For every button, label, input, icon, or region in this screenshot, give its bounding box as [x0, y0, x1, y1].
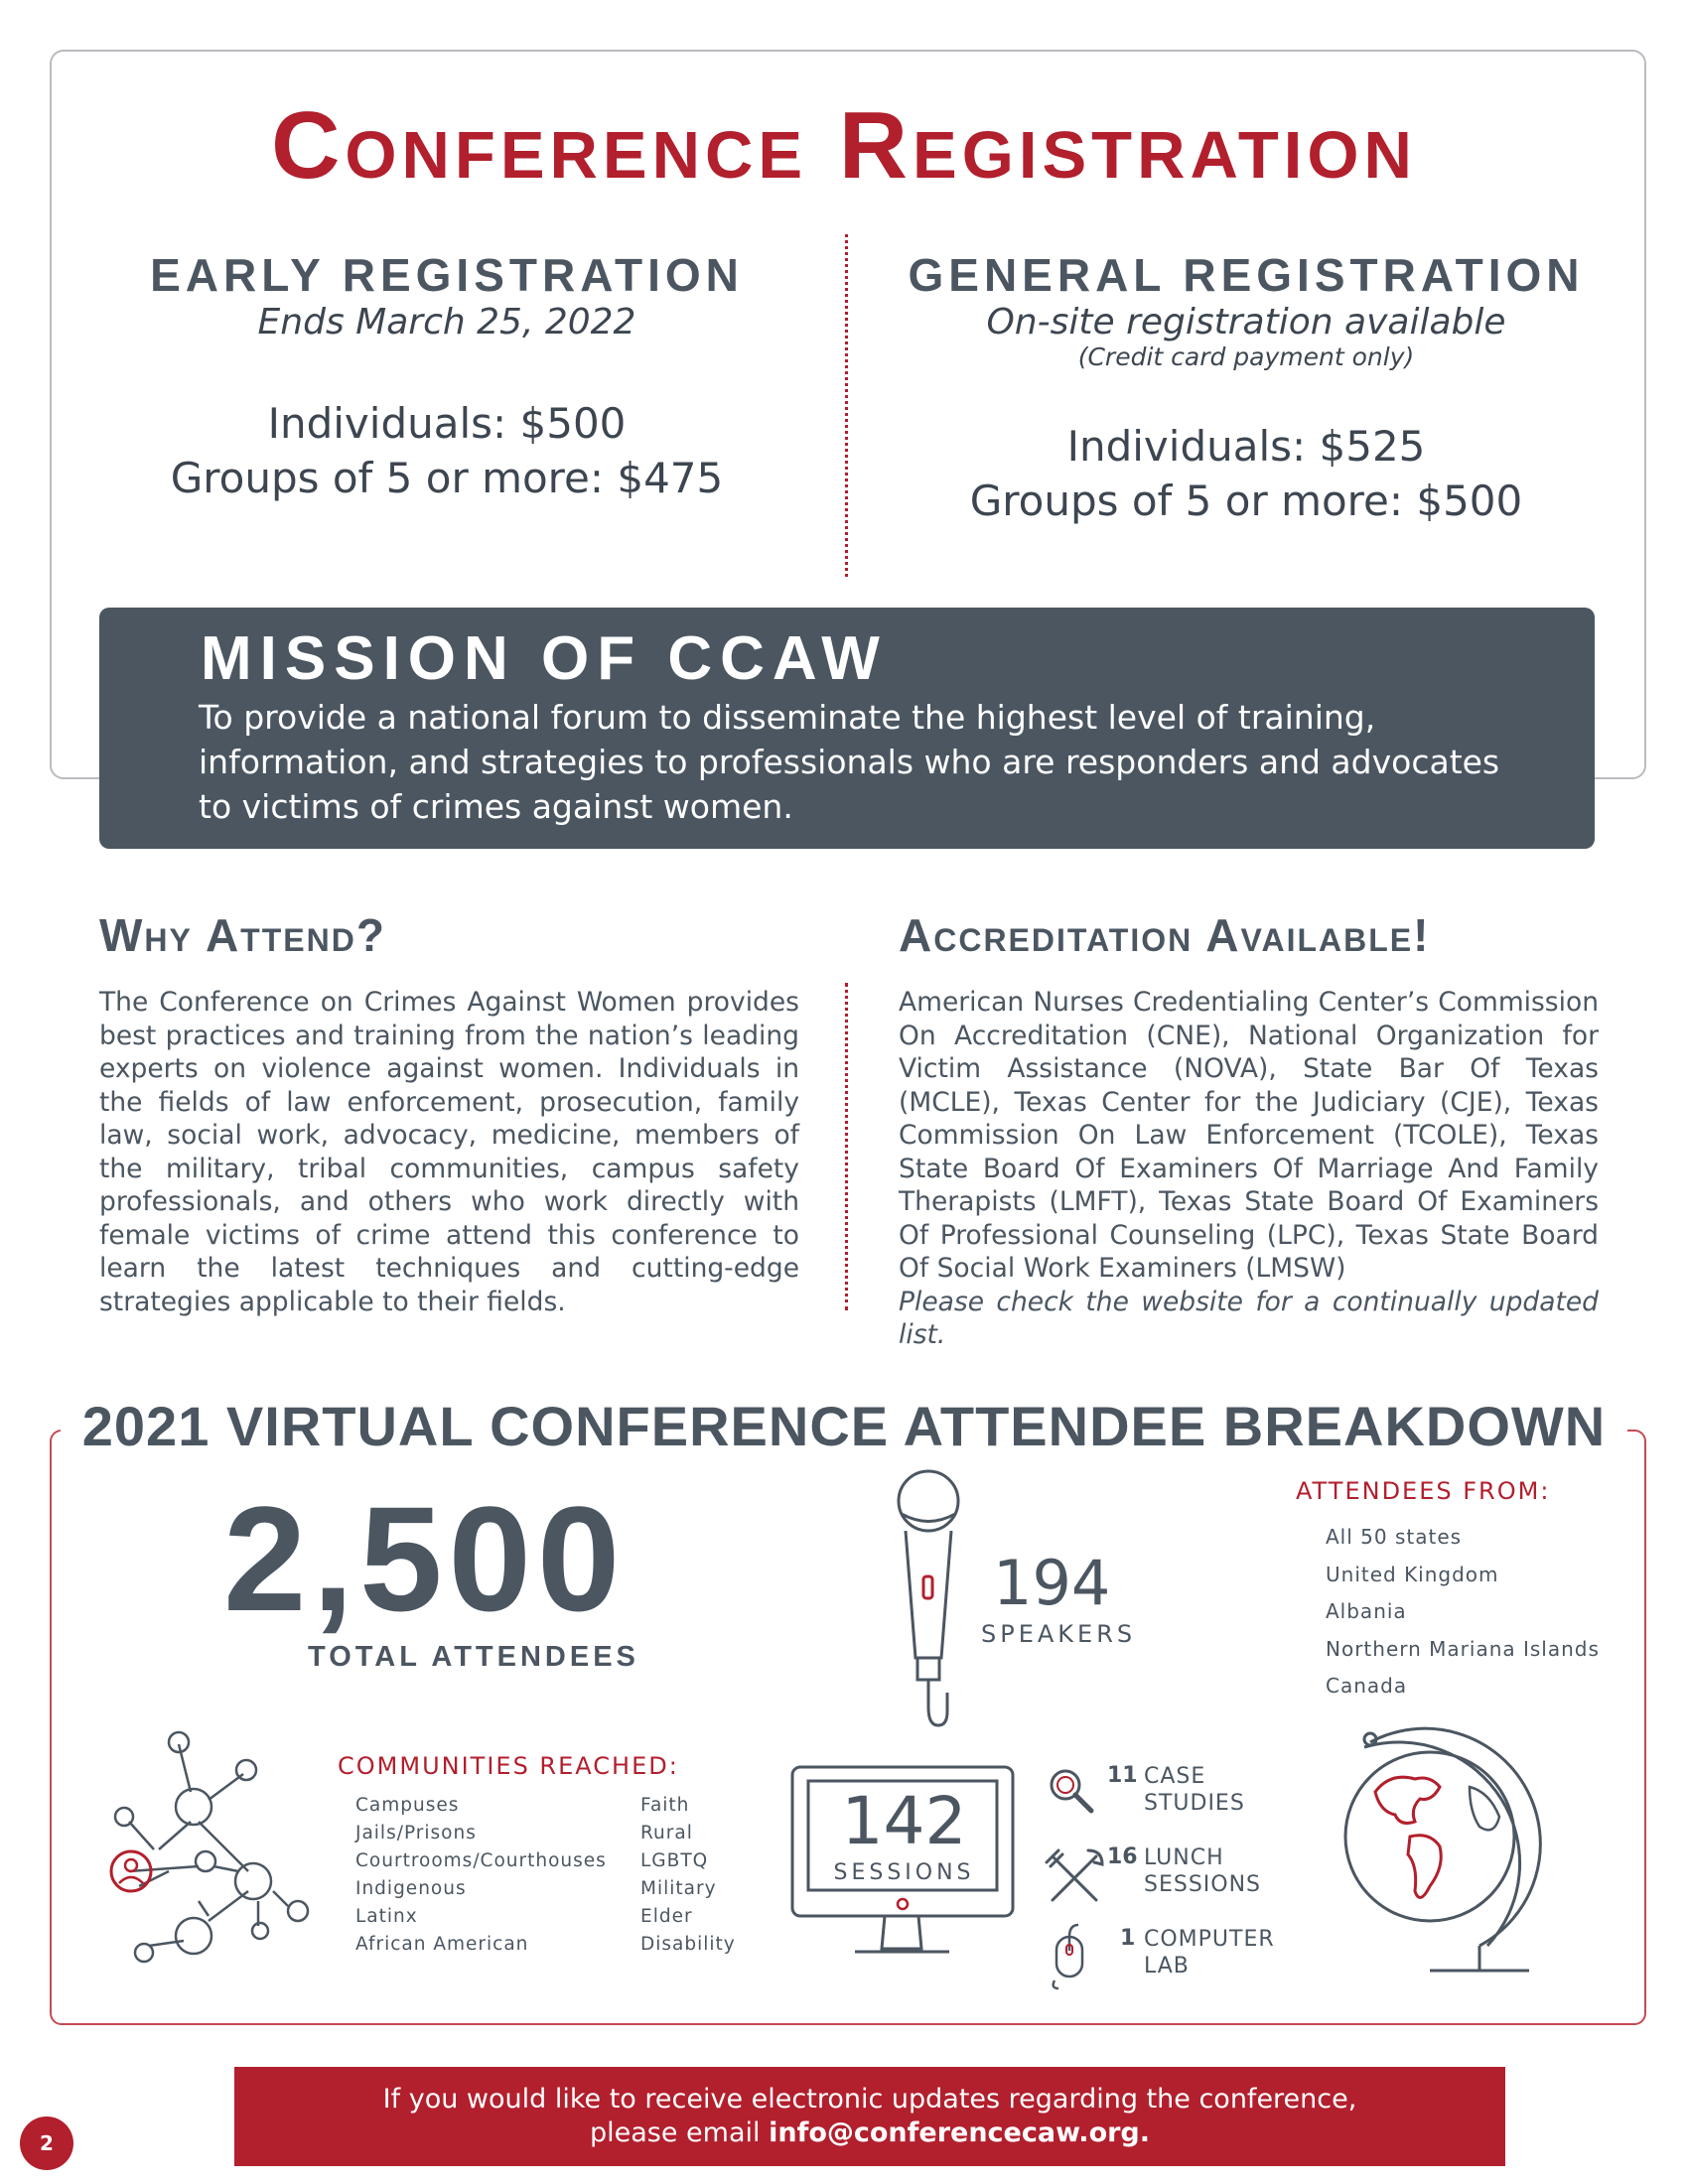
accreditation-heading: Accreditation Available!: [899, 909, 1431, 961]
list-item: Campuses: [355, 1795, 460, 1816]
list-item: Elder: [640, 1906, 693, 1927]
accreditation-list: American Nurses Credentialing Center’s Commission On Accreditation (CNE), National Organization for Victim Assistance (NOVA), State Bar Of Texas (MCLE), Texas Center for the Judiciary (CJE), Texas Commission On Law Enforcement (TCOLE), Texas State Board Of Examiners Of Marriage And Family Therapists (LMFT), Texas State Board Of Examiners Of Professional Counseling (LPC), Texas State Board Of Social Work Examiners (LMSW): [899, 987, 1599, 1284]
accreditation-text: [899, 986, 1599, 1352]
communities-list-b: [640, 1792, 736, 1959]
section-divider: [845, 983, 848, 1310]
speakers-label: SPEAKERS: [981, 1620, 1137, 1648]
total-attendees-label: TOTAL ATTENDEES: [308, 1641, 639, 1673]
communities-heading: COMMUNITIES REACHED:: [338, 1752, 679, 1780]
computer-lab-stat: [1120, 1926, 1135, 1951]
breakdown-title-wrap: [0, 1394, 1688, 1458]
attendees-from-heading: ATTENDEES FROM:: [1296, 1477, 1551, 1505]
total-attendees-value: 2,500: [223, 1475, 627, 1642]
mouse-icon: [1051, 1921, 1090, 1990]
case-studies-label-line1: CASE: [1144, 1764, 1206, 1789]
sessions-value: 142: [841, 1783, 967, 1859]
mission-text: To provide a national forum to disseminate the highest level of training, information, and strategies to professionals who are responders and advocates to victims of crimes against women.: [199, 698, 1500, 826]
general-registration: [889, 248, 1604, 528]
list-item: Rural: [640, 1823, 693, 1843]
general-group-price: Groups of 5 or more: $500: [969, 477, 1523, 525]
general-individual-price: Individuals: $525: [1066, 422, 1426, 471]
list-item: African American: [355, 1934, 529, 1955]
why-attend-heading: Why Attend?: [99, 909, 386, 961]
list-item: Military: [640, 1878, 717, 1899]
footer-line2: [234, 2116, 1505, 2150]
case-studies-label: [1144, 1763, 1245, 1817]
early-registration-heading: EARLY REGISTRATION: [150, 249, 744, 301]
lunch-sessions-stat: [1107, 1844, 1138, 1869]
general-registration-subtitle: On-site registration available: [986, 302, 1506, 342]
speakers-value: 194: [993, 1547, 1111, 1619]
communities-list-a: [355, 1792, 607, 1959]
computer-lab-label-line1: COMPUTER: [1144, 1927, 1275, 1952]
footer-line1: If you would like to receive electronic updates regarding the conference,: [382, 2084, 1357, 2115]
early-group-price: Groups of 5 or more: $475: [170, 454, 724, 502]
early-registration: [89, 248, 804, 505]
magnifier-icon: [1048, 1767, 1097, 1817]
list-item: All 50 states: [1326, 1525, 1463, 1549]
globe-icon: [1331, 1717, 1544, 1985]
list-item: Latinx: [355, 1906, 418, 1927]
list-item: Canada: [1326, 1674, 1408, 1698]
list-item: Jails/Prisons: [355, 1823, 477, 1843]
lunch-sessions-label: [1144, 1844, 1261, 1898]
lunch-sessions-label-line2: SESSIONS: [1144, 1872, 1262, 1897]
lunch-sessions-label-line1: LUNCH: [1144, 1845, 1224, 1870]
case-studies-label-line2: STUDIES: [1144, 1791, 1245, 1816]
sessions-label: SESSIONS: [833, 1860, 975, 1885]
why-attend-text: The Conference on Crimes Against Women provides best practices and training from the nation’s leading experts on violence against women. Individuals in the fields of law enforcement, prosecution, family law, social work, advocacy, medicine, members of the military, tribal communities, campus safety professionals, and others who work directly with female victims of crime attend this conference to learn the latest techniques and cutting-edge strategies applicable to their fields.: [99, 987, 799, 1317]
list-item: Courtrooms/Courthouses: [355, 1850, 607, 1871]
list-item: Albania: [1326, 1599, 1407, 1623]
microphone-icon: [884, 1469, 993, 1737]
computer-lab-value: 1: [1120, 1926, 1136, 1951]
accreditation-note: Please check the website for a continually updated list.: [899, 1286, 1599, 1350]
page-number: 2: [20, 2116, 73, 2170]
footer-email-link[interactable]: info@conferencecaw.org.: [769, 2117, 1151, 2148]
mission-title: MISSION OF CCAW: [201, 624, 888, 693]
fork-knife-icon: [1045, 1848, 1104, 1906]
lunch-sessions-value: 16: [1107, 1844, 1138, 1869]
list-item: Northern Mariana Islands: [1326, 1636, 1600, 1661]
list-item: Disability: [640, 1934, 736, 1955]
attendees-from-list: [1326, 1519, 1600, 1706]
list-item: United Kingdom: [1326, 1562, 1499, 1586]
page-title: Conference Registration: [271, 92, 1417, 199]
list-item: Indigenous: [355, 1878, 467, 1899]
footer-line2-prefix: please email: [589, 2117, 770, 2148]
list-item: LGBTQ: [640, 1850, 709, 1871]
computer-lab-label-line2: LAB: [1144, 1954, 1190, 1979]
footer-text: [234, 2083, 1505, 2150]
case-studies-stat: [1107, 1763, 1138, 1788]
computer-lab-label: [1144, 1926, 1275, 1979]
early-registration-deadline: Ends March 25, 2022: [257, 302, 636, 342]
early-individual-price: Individuals: $500: [267, 399, 627, 448]
registration-divider: [845, 234, 848, 577]
general-registration-heading: GENERAL REGISTRATION: [908, 249, 1585, 301]
network-icon: [99, 1732, 318, 1961]
breakdown-title: 2021 VIRTUAL CONFERENCE ATTENDEE BREAKDOWN: [61, 1394, 1627, 1458]
general-registration-note: (Credit card payment only): [1077, 342, 1415, 371]
list-item: Faith: [640, 1795, 690, 1816]
case-studies-value: 11: [1107, 1763, 1138, 1788]
